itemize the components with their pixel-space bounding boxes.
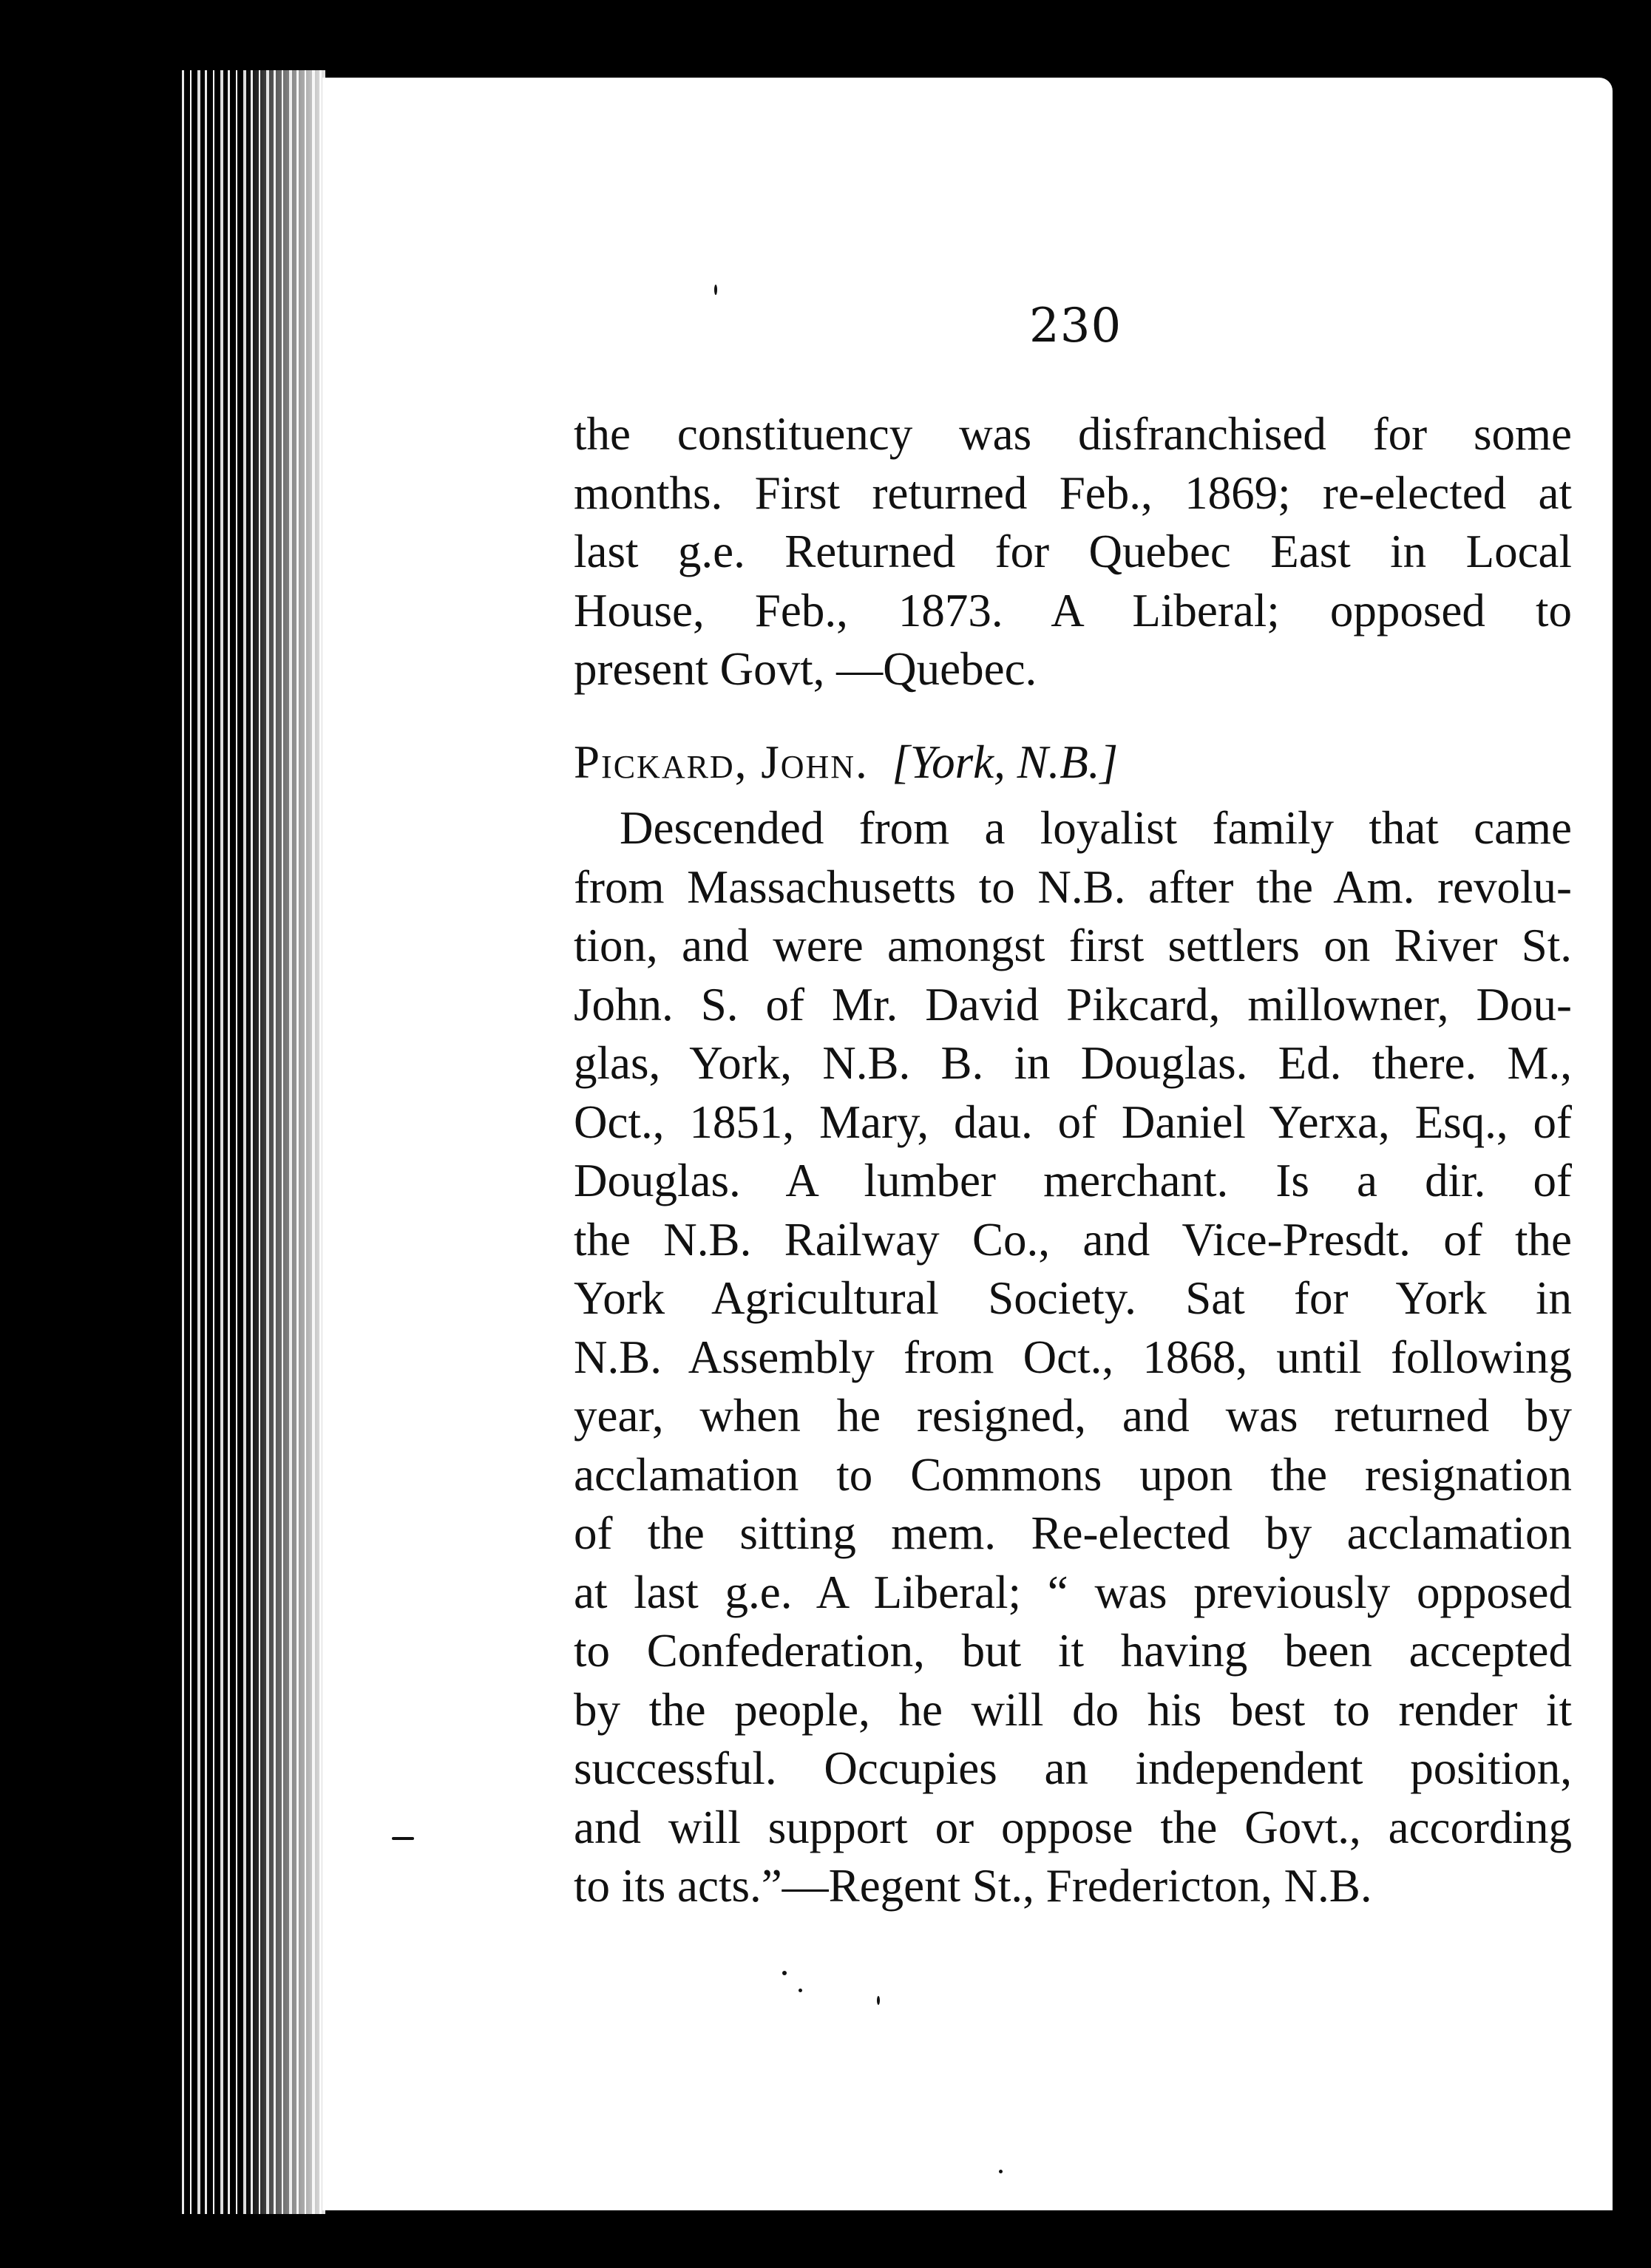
entry-name: Pickard, John. [574,736,869,788]
text-line: and will support or oppose the Govt., according [574,1801,1572,1853]
text-line: at last g.e. A Liberal; “ was previously opposed [574,1566,1572,1618]
text-line: present Govt, —Quebec. [574,643,1037,695]
text-line: successful. Occupies an independent position, [574,1742,1572,1794]
entry-constituency: [York, N.B.] [892,736,1119,788]
text-line: last g.e. Returned for Quebec East in Local [574,526,1572,577]
text-line: from Massachusetts to N.B. after the Am. revolu- [574,860,1572,913]
entry-heading [574,733,1572,792]
text-line: Descended from a loyalist family that came [620,802,1572,854]
text-line: Douglas. A lumber merchant. Is a dir. of [574,1155,1572,1206]
entry-paragraph [574,799,1572,1916]
text-line: year, when he resigned, and was returned by [574,1390,1572,1442]
text-line: the constituency was disfranchised for some [574,408,1572,460]
page-number: 230 [1029,299,1122,353]
scan-speck [877,1996,880,2005]
text-line: by the people, he will do his best to render it [574,1683,1572,1736]
continued-entry-paragraph [574,405,1572,699]
text-line: N.B. Assembly from Oct., 1868, until following [574,1331,1572,1383]
text-line: Oct., 1851, Mary, dau. of Daniel Yerxa, Esq., of [574,1096,1572,1148]
scan-speck [782,1971,787,1975]
text-line: to Confederation, but it having been accepted [574,1625,1572,1677]
scan-speck [714,285,717,295]
text-line: to its acts.”—Regent St., Fredericton, N.B. [574,1860,1372,1912]
text-line: acclamation to Commons upon the resignation [574,1448,1572,1501]
text-line: tion, and were amongst first settlers on River St. [574,920,1572,971]
scan-speck [999,2170,1003,2173]
text-line: months. First returned Feb., 1869; re-elected at [574,466,1572,519]
page-text [574,405,1572,1916]
spine-shadow [244,70,325,2214]
text-line: House, Feb., 1873. A Liberal; opposed to [574,584,1572,636]
text-line: York Agricultural Society. Sat for York in [574,1272,1572,1324]
scan-speck [392,1837,414,1840]
text-line: of the sitting mem. Re-elected by acclamation [574,1507,1572,1559]
text-line: the N.B. Railway Co., and Vice-Presdt. of the [574,1213,1572,1266]
text-line: glas, York, N.B. B. in Douglas. Ed. there. M., [574,1037,1572,1089]
scan-speck [799,1989,802,1992]
text-line: John. S. of Mr. David Pikcard, millowner, Dou- [574,978,1572,1031]
